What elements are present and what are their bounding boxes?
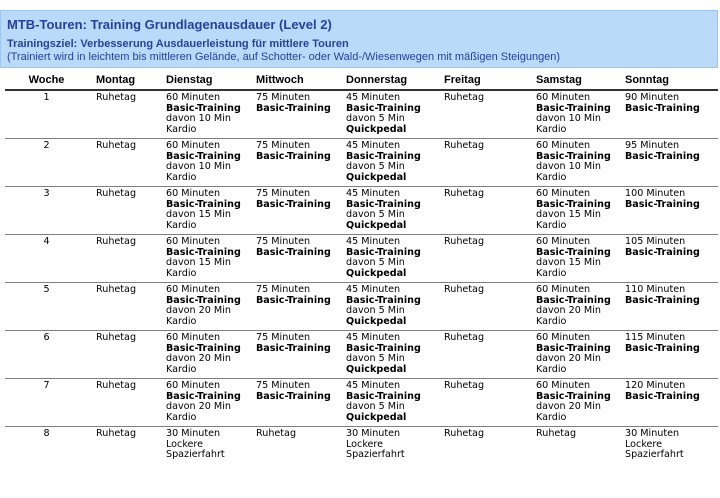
session-detail: 60 Minuten — [166, 380, 221, 391]
session-detail: Lockere — [346, 438, 384, 450]
session-detail: Kardio — [166, 315, 197, 327]
column-header-woche: Woche — [5, 71, 88, 90]
day-cell-samstag — [533, 379, 622, 427]
day-cell-sonntag — [622, 283, 718, 331]
session-detail: Kardio — [166, 411, 197, 423]
day-cell-freitag — [441, 379, 533, 427]
session-detail: Ruhetag — [444, 140, 485, 151]
session-detail: Ruhetag — [96, 332, 137, 343]
session-detail: davon 15 Min — [166, 257, 231, 269]
session-detail: davon 20 Min — [166, 401, 231, 413]
day-cell-samstag — [533, 139, 622, 187]
column-header-freitag: Freitag — [441, 71, 533, 90]
session-detail: davon 15 Min — [536, 257, 601, 269]
session-detail: Ruhetag — [96, 284, 137, 295]
session-type: Basic-Training — [536, 102, 611, 114]
session-detail: 75 Minuten — [256, 92, 311, 103]
session-detail: davon 5 Min — [346, 209, 405, 221]
table-row — [5, 379, 718, 427]
session-detail: davon 10 Min — [536, 113, 601, 125]
session-detail: 30 Minuten — [346, 428, 401, 439]
session-detail: 45 Minuten — [346, 140, 401, 151]
session-detail: davon 5 Min — [346, 401, 405, 413]
session-detail: 75 Minuten — [256, 236, 311, 247]
session-detail: davon 20 Min — [536, 305, 601, 317]
column-header-dienstag: Dienstag — [163, 71, 253, 90]
session-type: Basic-Training — [625, 294, 700, 306]
session-type: Quickpedal — [346, 267, 407, 279]
day-cell-samstag — [533, 331, 622, 379]
session-detail: 60 Minuten — [536, 140, 591, 151]
column-header-mittwoch: Mittwoch — [253, 71, 343, 90]
week-number: 2 — [5, 139, 88, 187]
column-header-samstag: Samstag — [533, 71, 622, 90]
session-detail: 75 Minuten — [256, 332, 311, 343]
session-type: Basic-Training — [536, 342, 611, 354]
session-type: Basic-Training — [166, 294, 241, 306]
session-detail: 75 Minuten — [256, 140, 311, 151]
day-cell-sonntag — [622, 331, 718, 379]
session-detail: Kardio — [536, 363, 567, 375]
session-type: Basic-Training — [346, 390, 421, 402]
day-cell-montag — [88, 90, 163, 139]
training-plan-table — [5, 71, 718, 474]
session-type: Basic-Training — [625, 342, 700, 354]
session-detail: Ruhetag — [444, 428, 485, 439]
day-cell-dienstag — [163, 187, 253, 235]
day-cell-mittwoch — [253, 379, 343, 427]
session-detail: davon 20 Min — [536, 401, 601, 413]
plan-header — [0, 10, 718, 68]
session-detail: 45 Minuten — [346, 380, 401, 391]
day-cell-donnerstag — [343, 427, 441, 475]
session-detail: Kardio — [536, 171, 567, 183]
session-type: Basic-Training — [536, 390, 611, 402]
day-cell-dienstag — [163, 139, 253, 187]
session-type: Basic-Training — [346, 294, 421, 306]
session-detail: 60 Minuten — [166, 92, 221, 103]
day-cell-samstag — [533, 283, 622, 331]
session-type: Quickpedal — [346, 219, 407, 231]
session-type: Basic-Training — [166, 198, 241, 210]
session-detail: 45 Minuten — [346, 332, 401, 343]
session-detail: Kardio — [166, 363, 197, 375]
session-detail: davon 20 Min — [166, 305, 231, 317]
session-type: Basic-Training — [346, 246, 421, 258]
session-detail: Kardio — [536, 219, 567, 231]
session-detail: Ruhetag — [444, 332, 485, 343]
column-header-sonntag: Sonntag — [622, 71, 718, 90]
week-number: 1 — [5, 90, 88, 139]
day-cell-freitag — [441, 427, 533, 475]
day-cell-montag — [88, 379, 163, 427]
session-detail: Kardio — [166, 123, 197, 135]
day-cell-mittwoch — [253, 331, 343, 379]
session-detail: Kardio — [536, 123, 567, 135]
session-detail: Ruhetag — [96, 428, 137, 439]
session-detail: Ruhetag — [444, 284, 485, 295]
day-cell-mittwoch — [253, 187, 343, 235]
session-detail: davon 5 Min — [346, 161, 405, 173]
session-type: Basic-Training — [256, 294, 331, 306]
day-cell-donnerstag — [343, 379, 441, 427]
session-detail: Ruhetag — [444, 380, 485, 391]
session-type: Basic-Training — [166, 102, 241, 114]
session-type: Quickpedal — [346, 363, 407, 375]
session-type: Basic-Training — [256, 102, 331, 114]
session-detail: 60 Minuten — [166, 284, 221, 295]
session-detail: 60 Minuten — [166, 188, 221, 199]
session-type: Basic-Training — [166, 342, 241, 354]
day-cell-freitag — [441, 283, 533, 331]
session-detail: 60 Minuten — [166, 236, 221, 247]
day-cell-montag — [88, 235, 163, 283]
week-number: 4 — [5, 235, 88, 283]
table-body — [5, 90, 718, 474]
session-type: Quickpedal — [346, 315, 407, 327]
session-detail: Ruhetag — [536, 428, 577, 439]
session-detail: 75 Minuten — [256, 380, 311, 391]
session-detail: davon 5 Min — [346, 113, 405, 125]
session-detail: 90 Minuten — [625, 92, 680, 103]
day-cell-sonntag — [622, 379, 718, 427]
day-cell-donnerstag — [343, 283, 441, 331]
session-type: Basic-Training — [625, 198, 700, 210]
session-detail: Ruhetag — [96, 380, 137, 391]
session-detail: Lockere — [166, 438, 204, 450]
session-detail: 60 Minuten — [536, 380, 591, 391]
page-title: MTB-Touren: Training Grundlagenausdauer (Level 2) — [7, 17, 332, 32]
session-detail: davon 20 Min — [536, 353, 601, 365]
day-cell-dienstag — [163, 90, 253, 139]
day-cell-montag — [88, 427, 163, 475]
day-cell-mittwoch — [253, 427, 343, 475]
session-detail: 45 Minuten — [346, 236, 401, 247]
session-type: Basic-Training — [256, 198, 331, 210]
session-detail: davon 5 Min — [346, 353, 405, 365]
session-detail: Kardio — [166, 171, 197, 183]
session-type: Basic-Training — [625, 102, 700, 114]
week-number: 3 — [5, 187, 88, 235]
day-cell-mittwoch — [253, 283, 343, 331]
week-number: 8 — [43, 428, 50, 439]
day-cell-mittwoch — [253, 90, 343, 139]
session-detail: 60 Minuten — [536, 92, 591, 103]
session-detail: 60 Minuten — [536, 284, 591, 295]
session-type: Basic-Training — [256, 390, 331, 402]
session-detail: davon 15 Min — [536, 209, 601, 221]
session-detail: 60 Minuten — [536, 236, 591, 247]
day-cell-freitag — [441, 187, 533, 235]
session-detail: 120 Minuten — [625, 380, 686, 391]
session-detail: 30 Minuten — [166, 428, 221, 439]
day-cell-sonntag — [622, 139, 718, 187]
session-type: Basic-Training — [625, 246, 700, 258]
session-type: Basic-Training — [536, 294, 611, 306]
training-goal: Trainingsziel: Verbesserung Ausdauerleistung für mittlere Touren — [7, 38, 349, 50]
day-cell-sonntag — [622, 187, 718, 235]
session-detail: Ruhetag — [444, 92, 485, 103]
session-type: Basic-Training — [256, 246, 331, 258]
session-detail: Kardio — [536, 315, 567, 327]
session-detail: davon 10 Min — [166, 161, 231, 173]
day-cell-freitag — [441, 331, 533, 379]
session-detail: 75 Minuten — [256, 188, 311, 199]
day-cell-montag — [88, 331, 163, 379]
table-row — [5, 90, 718, 139]
session-detail: Kardio — [536, 267, 567, 279]
session-type: Basic-Training — [346, 150, 421, 162]
session-detail: Kardio — [166, 219, 197, 231]
session-detail: davon 5 Min — [346, 257, 405, 269]
session-detail: davon 10 Min — [166, 113, 231, 125]
session-detail: davon 10 Min — [536, 161, 601, 173]
session-detail: 30 Minuten — [625, 428, 680, 439]
day-cell-samstag — [533, 187, 622, 235]
day-cell-dienstag — [163, 427, 253, 475]
session-type: Basic-Training — [536, 150, 611, 162]
table-row — [5, 283, 718, 331]
session-detail: Ruhetag — [96, 188, 137, 199]
session-detail: 45 Minuten — [346, 188, 401, 199]
day-cell-samstag — [533, 235, 622, 283]
day-cell-dienstag — [163, 283, 253, 331]
session-type: Basic-Training — [346, 198, 421, 210]
session-type: Quickpedal — [346, 411, 407, 423]
day-cell-donnerstag — [343, 187, 441, 235]
table-row — [5, 331, 718, 379]
day-cell-montag — [88, 187, 163, 235]
session-detail: Ruhetag — [256, 428, 297, 439]
day-cell-dienstag — [163, 235, 253, 283]
day-cell-freitag — [441, 139, 533, 187]
session-detail: 105 Minuten — [625, 236, 686, 247]
session-detail: 45 Minuten — [346, 284, 401, 295]
day-cell-samstag — [533, 427, 622, 475]
session-detail: Ruhetag — [96, 236, 137, 247]
session-detail: 60 Minuten — [536, 332, 591, 343]
session-detail: 60 Minuten — [166, 332, 221, 343]
terrain-note: (Trainiert wird in leichtem bis mittleren Gelände, auf Schotter- oder Wald-/Wiesenwegen mit mäßigen Steigungen) — [7, 51, 561, 63]
session-detail: 75 Minuten — [256, 284, 311, 295]
session-type: Basic-Training — [625, 150, 700, 162]
day-cell-mittwoch — [253, 139, 343, 187]
session-type: Basic-Training — [166, 150, 241, 162]
session-type: Basic-Training — [256, 342, 331, 354]
table-row — [5, 427, 718, 475]
table-header — [5, 71, 718, 90]
session-detail: 95 Minuten — [625, 140, 680, 151]
session-detail: 100 Minuten — [625, 188, 686, 199]
session-type: Basic-Training — [256, 150, 331, 162]
session-detail: 60 Minuten — [166, 140, 221, 151]
session-type: Quickpedal — [346, 171, 407, 183]
session-type: Basic-Training — [536, 198, 611, 210]
session-type: Quickpedal — [346, 123, 407, 135]
week-number: 5 — [5, 283, 88, 331]
day-cell-montag — [88, 139, 163, 187]
session-detail: Lockere — [625, 438, 663, 450]
header-row — [5, 71, 718, 90]
table-row — [5, 235, 718, 283]
session-detail: davon 15 Min — [166, 209, 231, 221]
session-detail: 60 Minuten — [536, 188, 591, 199]
day-cell-donnerstag — [343, 139, 441, 187]
session-detail: Ruhetag — [96, 140, 137, 151]
session-type: Basic-Training — [166, 246, 241, 258]
session-detail: Spazierfahrt — [346, 449, 405, 461]
table-row — [5, 187, 718, 235]
day-cell-donnerstag — [343, 235, 441, 283]
column-header-donnerstag: Donnerstag — [343, 71, 441, 90]
day-cell-donnerstag — [343, 90, 441, 139]
day-cell-sonntag — [622, 427, 718, 475]
session-type: Basic-Training — [346, 342, 421, 354]
day-cell-samstag — [533, 90, 622, 139]
session-type: Basic-Training — [166, 390, 241, 402]
session-detail: Spazierfahrt — [166, 449, 225, 461]
session-detail: davon 20 Min — [166, 353, 231, 365]
session-detail: Kardio — [536, 411, 567, 423]
day-cell-freitag — [441, 235, 533, 283]
session-type: Basic-Training — [536, 246, 611, 258]
session-detail: 45 Minuten — [346, 92, 401, 103]
week-number: 6 — [5, 331, 88, 379]
session-detail: Ruhetag — [444, 236, 485, 247]
day-cell-donnerstag — [343, 331, 441, 379]
day-cell-mittwoch — [253, 235, 343, 283]
week-number: 7 — [5, 379, 88, 427]
session-detail: Spazierfahrt — [625, 449, 684, 461]
session-detail: Kardio — [166, 267, 197, 279]
day-cell-sonntag — [622, 90, 718, 139]
session-detail: davon 5 Min — [346, 305, 405, 317]
session-type: Basic-Training — [346, 102, 421, 114]
session-detail: Ruhetag — [96, 92, 137, 103]
day-cell-freitag — [441, 90, 533, 139]
column-header-montag: Montag — [88, 71, 163, 90]
session-detail: 110 Minuten — [625, 284, 686, 295]
day-cell-dienstag — [163, 379, 253, 427]
session-detail: Ruhetag — [444, 188, 485, 199]
table-row — [5, 139, 718, 187]
day-cell-montag — [88, 283, 163, 331]
day-cell-sonntag — [622, 235, 718, 283]
session-type: Basic-Training — [625, 390, 700, 402]
session-detail: 115 Minuten — [625, 332, 686, 343]
day-cell-dienstag — [163, 331, 253, 379]
